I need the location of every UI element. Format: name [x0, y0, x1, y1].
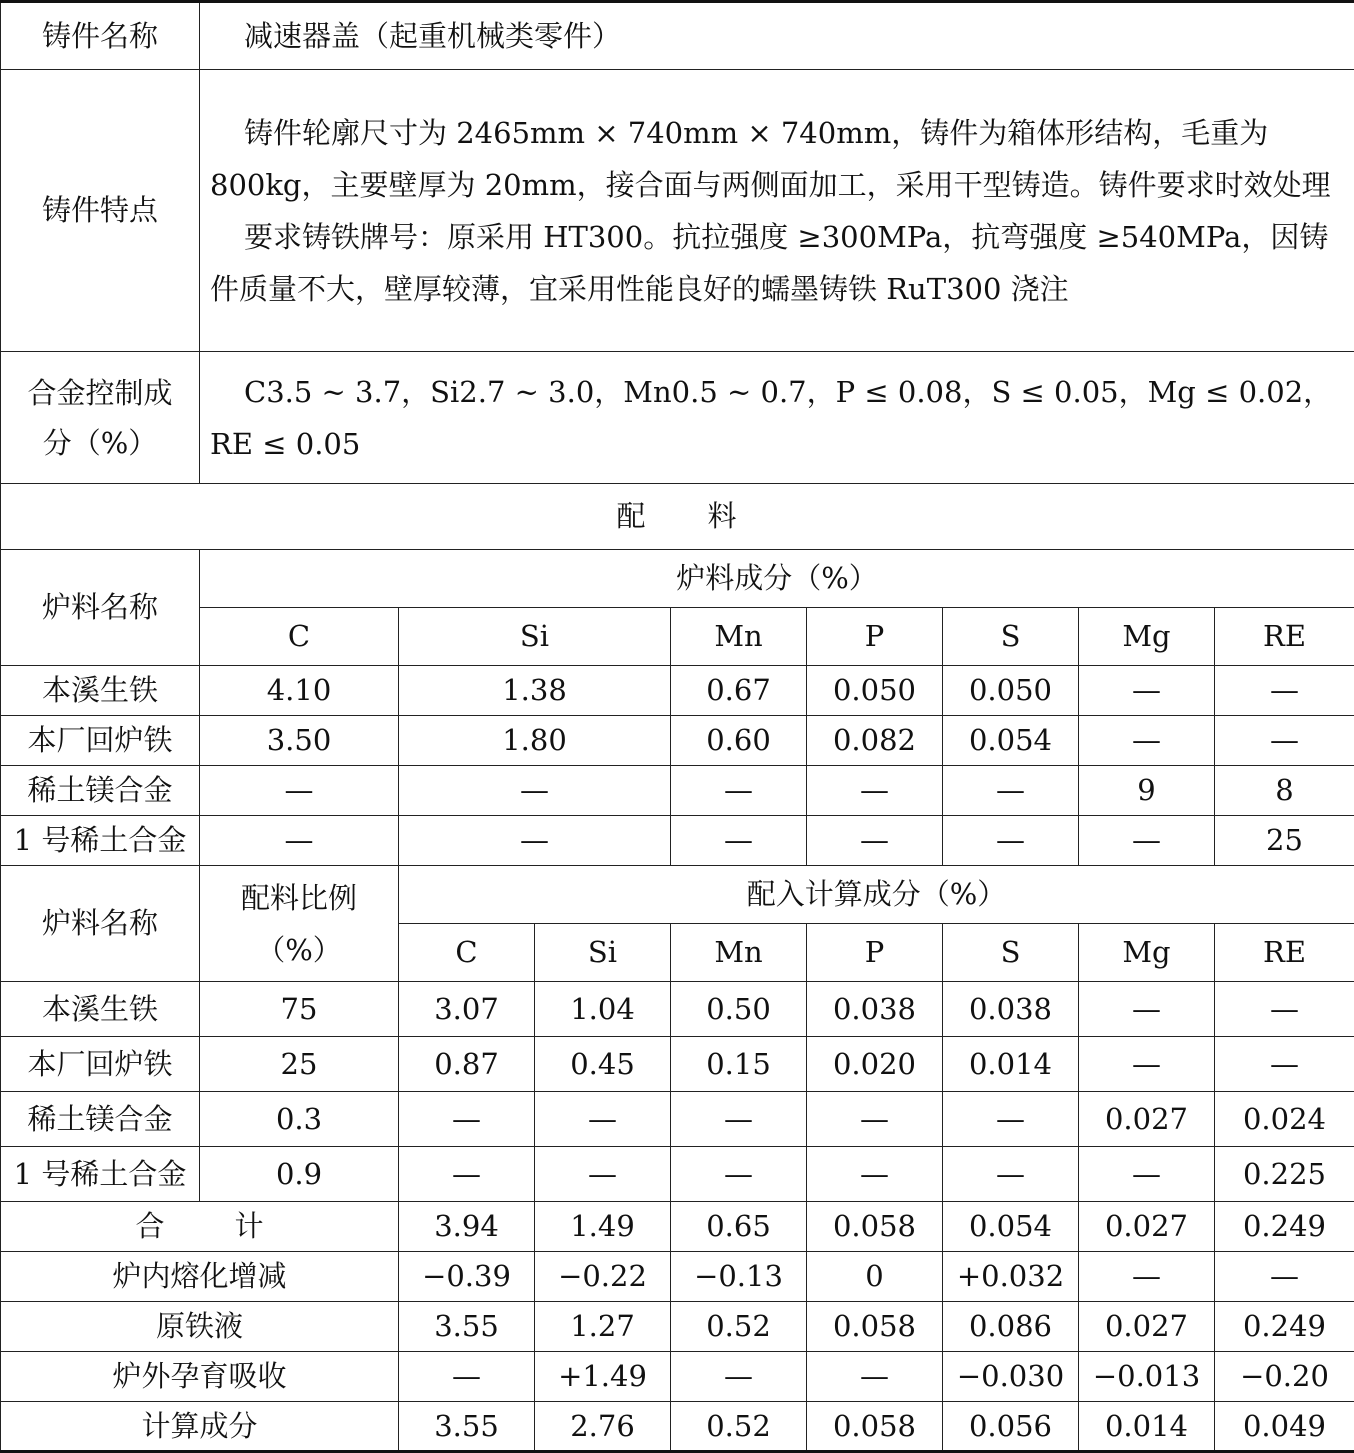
summary-cell: +0.032 [943, 1252, 1079, 1302]
summary-cell: 2.76 [535, 1402, 671, 1452]
charge-cell: — [200, 816, 399, 866]
charge-cell: 9 [1079, 766, 1215, 816]
summary-row [1, 1252, 1354, 1302]
calc-cell: — [943, 1147, 1079, 1202]
charge-col-s: S [943, 608, 1079, 666]
charge-col-mn: Mn [671, 608, 807, 666]
summary-label-total-right: 计 [235, 1209, 264, 1243]
summary-cell: 0.249 [1215, 1202, 1354, 1252]
charge-col-c: C [200, 608, 399, 666]
summary-cell: 0.049 [1215, 1402, 1354, 1452]
charge-cell: — [200, 766, 399, 816]
summary-cell: 0.65 [671, 1202, 807, 1252]
calc-cell: — [943, 1092, 1079, 1147]
calc-col-mg: Mg [1079, 924, 1215, 982]
calc-row-name: 本厂回炉铁 [1, 1037, 200, 1092]
summary-cell: 1.49 [535, 1202, 671, 1252]
calc-name-header: 炉料名称 [1, 866, 200, 982]
calc-cell: 0.020 [807, 1037, 943, 1092]
charge-cell: 4.10 [200, 666, 399, 716]
summary-row [1, 1352, 1354, 1402]
summary-cell: — [1215, 1252, 1354, 1302]
charge-cell: — [943, 766, 1079, 816]
charge-cell: — [807, 766, 943, 816]
summary-row [1, 1402, 1354, 1452]
casting-name-value: 减速器盖（起重机械类零件） [200, 2, 1354, 70]
charge-cell: — [807, 816, 943, 866]
charge-composition-header: 炉料成分（%） [200, 550, 1354, 608]
charge-cell: — [671, 766, 807, 816]
charge-col-si: Si [399, 608, 671, 666]
calc-cell: — [807, 1092, 943, 1147]
calc-cell: — [1079, 1037, 1215, 1092]
charge-cell: — [943, 816, 1079, 866]
calc-cell: 0.024 [1215, 1092, 1354, 1147]
calc-col-c: C [399, 924, 535, 982]
summary-label: 原铁液 [1, 1302, 399, 1352]
section-title-batching [1, 484, 1354, 550]
charge-cell: — [1215, 716, 1354, 766]
charge-col-re: RE [1215, 608, 1354, 666]
summary-cell: 3.55 [399, 1302, 535, 1352]
calc-col-mn: Mn [671, 924, 807, 982]
summary-cell: 0.058 [807, 1202, 943, 1252]
charge-row-name: 本厂回炉铁 [1, 716, 200, 766]
summary-cell: 3.55 [399, 1402, 535, 1452]
summary-cell: 0.52 [671, 1402, 807, 1452]
summary-cell: 0 [807, 1252, 943, 1302]
calc-cell: — [671, 1147, 807, 1202]
summary-cell: 0.056 [943, 1402, 1079, 1452]
calc-row-ratio: 0.3 [200, 1092, 399, 1147]
summary-label: 炉外孕育吸收 [1, 1352, 399, 1402]
charge-cell: — [1079, 666, 1215, 716]
table-row [1, 982, 1354, 1037]
charge-cell: 25 [1215, 816, 1354, 866]
summary-cell: −0.030 [943, 1352, 1079, 1402]
summary-cell: 0.086 [943, 1302, 1079, 1352]
casting-name-label: 铸件名称 [1, 2, 200, 70]
calc-cell: — [399, 1147, 535, 1202]
summary-cell: −0.22 [535, 1252, 671, 1302]
summary-cell: −0.13 [671, 1252, 807, 1302]
calc-cell: 0.014 [943, 1037, 1079, 1092]
calc-ratio-header-line1: 配料比例 [200, 872, 398, 924]
summary-label: 计算成分 [1, 1402, 399, 1452]
summary-cell: — [399, 1352, 535, 1402]
calc-cell: — [399, 1092, 535, 1147]
charge-cell: — [1079, 716, 1215, 766]
table-row [1, 1147, 1354, 1202]
calc-cell: 0.038 [807, 982, 943, 1037]
calc-cell: 0.45 [535, 1037, 671, 1092]
calc-cell: — [1215, 1037, 1354, 1092]
calc-row-name: 稀土镁合金 [1, 1092, 200, 1147]
summary-cell: — [807, 1352, 943, 1402]
calc-col-re: RE [1215, 924, 1354, 982]
calc-cell: — [535, 1092, 671, 1147]
summary-cell: −0.39 [399, 1252, 535, 1302]
summary-row [1, 1302, 1354, 1352]
charge-cell: — [399, 766, 671, 816]
section-title-right: 料 [708, 499, 739, 533]
charge-cell: 1.38 [399, 666, 671, 716]
charge-col-p: P [807, 608, 943, 666]
summary-cell: 0.058 [807, 1402, 943, 1452]
calc-cell: — [1079, 982, 1215, 1037]
calc-cell: — [671, 1092, 807, 1147]
section-title-left: 配 [616, 499, 647, 533]
summary-cell: 0.027 [1079, 1202, 1215, 1252]
summary-cell: 0.52 [671, 1302, 807, 1352]
calc-row-name: 1 号稀土合金 [1, 1147, 200, 1202]
summary-label-total-left: 合 [135, 1209, 164, 1243]
summary-cell: +1.49 [535, 1352, 671, 1402]
calc-row-ratio: 75 [200, 982, 399, 1037]
casting-features-paragraph-1: 铸件轮廓尺寸为 2465mm × 740mm × 740mm，铸件为箱体形结构，毛重为 800kg，主要壁厚为 20mm，接合面与两侧面加工，采用干型铸造。铸件要求时效处理 [210, 107, 1344, 211]
charge-col-mg: Mg [1079, 608, 1215, 666]
summary-cell: — [1079, 1252, 1215, 1302]
calc-ratio-header-line2: （%） [200, 924, 398, 976]
charge-cell: 1.80 [399, 716, 671, 766]
charge-cell: 0.60 [671, 716, 807, 766]
table-row [1, 766, 1354, 816]
summary-cell: −0.20 [1215, 1352, 1354, 1402]
casting-features-paragraph-2: 要求铸铁牌号：原采用 HT300。抗拉强度 ≥300MPa，抗弯强度 ≥540MPa，因铸件质量不大，壁厚较薄，宜采用性能良好的蠕墨铸铁 RuT300 浇注 [210, 211, 1344, 315]
calc-cell: 1.04 [535, 982, 671, 1037]
charge-name-header: 炉料名称 [1, 550, 200, 666]
charge-cell: 0.050 [807, 666, 943, 716]
table-row [1, 716, 1354, 766]
summary-cell: 3.94 [399, 1202, 535, 1252]
summary-cell: 0.054 [943, 1202, 1079, 1252]
summary-cell: −0.013 [1079, 1352, 1215, 1402]
charge-cell: 0.050 [943, 666, 1079, 716]
summary-cell: 0.058 [807, 1302, 943, 1352]
calc-col-s: S [943, 924, 1079, 982]
casting-features-cell [200, 70, 1354, 352]
calc-cell: 3.07 [399, 982, 535, 1037]
calc-col-si: Si [535, 924, 671, 982]
charge-cell: 0.082 [807, 716, 943, 766]
charge-row-name: 稀土镁合金 [1, 766, 200, 816]
charge-row-name: 本溪生铁 [1, 666, 200, 716]
calc-composition-header: 配入计算成分（%） [399, 866, 1354, 924]
summary-row-total [1, 1202, 1354, 1252]
summary-cell: 0.249 [1215, 1302, 1354, 1352]
charge-cell: — [1079, 816, 1215, 866]
calc-ratio-header [200, 866, 399, 982]
calc-cell: 0.038 [943, 982, 1079, 1037]
calc-cell: 0.50 [671, 982, 807, 1037]
charge-row-name: 1 号稀土合金 [1, 816, 200, 866]
table-row [1, 1037, 1354, 1092]
calc-cell: — [807, 1147, 943, 1202]
table-row [1, 666, 1354, 716]
charge-cell: 0.054 [943, 716, 1079, 766]
summary-cell: 0.014 [1079, 1402, 1215, 1452]
charge-cell: — [671, 816, 807, 866]
calc-row-name: 本溪生铁 [1, 982, 200, 1037]
charge-cell: 8 [1215, 766, 1354, 816]
summary-cell: — [671, 1352, 807, 1402]
charge-cell: — [399, 816, 671, 866]
summary-label: 炉内熔化增减 [1, 1252, 399, 1302]
calc-row-ratio: 25 [200, 1037, 399, 1092]
calc-cell: 0.225 [1215, 1147, 1354, 1202]
casting-features-label: 铸件特点 [1, 70, 200, 352]
calc-cell: — [535, 1147, 671, 1202]
calc-cell: 0.027 [1079, 1092, 1215, 1147]
calc-cell: 0.87 [399, 1037, 535, 1092]
charge-cell: 0.67 [671, 666, 807, 716]
table-row [1, 816, 1354, 866]
summary-cell: 0.027 [1079, 1302, 1215, 1352]
alloy-control-value: C3.5 ~ 3.7，Si2.7 ~ 3.0，Mn0.5 ~ 0.7，P ≤ 0.08，S ≤ 0.05，Mg ≤ 0.02，RE ≤ 0.05 [200, 352, 1354, 484]
charge-cell: — [1215, 666, 1354, 716]
charge-cell: 3.50 [200, 716, 399, 766]
calc-cell: 0.15 [671, 1037, 807, 1092]
table-row [1, 1092, 1354, 1147]
summary-label-total [1, 1202, 399, 1252]
summary-cell: 1.27 [535, 1302, 671, 1352]
alloy-control-label: 合金控制成分（%） [1, 352, 200, 484]
calc-row-ratio: 0.9 [200, 1147, 399, 1202]
calc-cell: — [1079, 1147, 1215, 1202]
calc-cell: — [1215, 982, 1354, 1037]
calc-col-p: P [807, 924, 943, 982]
